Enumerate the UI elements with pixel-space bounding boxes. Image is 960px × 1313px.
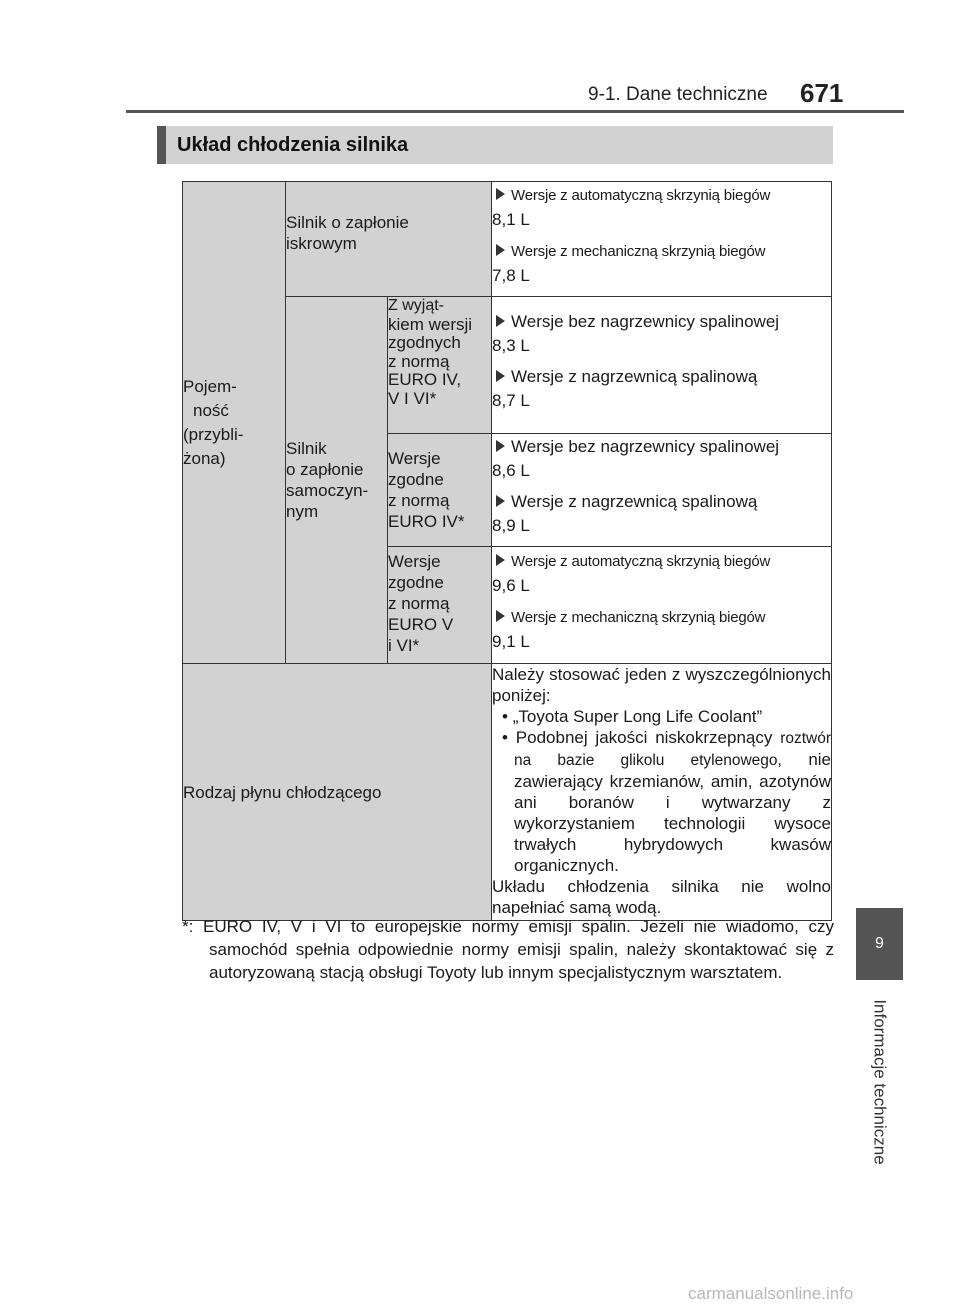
- coolant-type-description: [492, 664, 832, 921]
- header-section-title: 9-1. Dane techniczne: [588, 84, 768, 105]
- diesel-euro-iv-label: Wersje zgodne z normą EURO IV*: [388, 434, 492, 547]
- coolant-spec-table: [182, 181, 832, 921]
- petrol-values-cell: [492, 182, 832, 297]
- diesel-euro-except-label: Z wyjąt- kiem wersji zgodnych z normą EURO IV, V I VI*: [388, 297, 492, 434]
- diesel-euro-v-vi-values: [492, 547, 832, 664]
- arrow-right-icon: [496, 370, 505, 382]
- arrow-right-icon: [496, 495, 505, 507]
- section-header: [157, 126, 833, 164]
- capacity-label-cell: [183, 182, 286, 664]
- capacity-value: 9,1 L: [492, 632, 530, 651]
- option-row: Wersje z mechaniczną skrzynią biegów: [492, 240, 831, 262]
- diesel-engine-label: Silnik o zapłonie samoczyn- nym: [286, 297, 388, 664]
- arrow-right-icon: [496, 244, 505, 256]
- arrow-right-icon: [496, 188, 505, 200]
- chapter-tab-number: 9: [856, 908, 903, 980]
- option-row: Wersje z mechaniczną skrzynią biegów: [492, 606, 831, 628]
- capacity-value: 8,3 L: [492, 336, 530, 355]
- diesel-euro-v-vi-label: Wersje zgodne z normą EURO V i VI*: [388, 547, 492, 664]
- section-header-bar: [157, 126, 166, 164]
- arrow-right-icon: [496, 554, 505, 566]
- coolant-intro: Należy stosować jeden z wyszczególnionych poniżej:: [492, 665, 832, 705]
- option-row: Wersje z automatyczną skrzynią biegów: [492, 550, 831, 572]
- diesel-euro-except-values: [492, 297, 832, 434]
- capacity-label: Pojem- ność (przybli- żona): [183, 376, 244, 468]
- option-row: Wersje bez nagrzewnicy spalinowej: [492, 311, 831, 332]
- capacity-value: 9,6 L: [492, 576, 530, 595]
- coolant-closing: Układu chłodzenia silnika nie wolno napełniać samą wodą.: [492, 877, 832, 917]
- page-number: 671: [800, 78, 844, 108]
- capacity-value: 8,1 L: [492, 210, 530, 229]
- option-row: Wersje z nagrzewnicą spalinową: [492, 491, 831, 512]
- option-row: Wersje z automatyczną skrzynią biegów: [492, 184, 831, 206]
- petrol-engine-label: Silnik o zapłonie iskrowym: [286, 182, 492, 297]
- footnote: *: EURO IV, V i VI to europejskie normy emisji spalin. Jeżeli nie wiadomo, czy samochód spełnia odpowiednie normy emisji spalin, należy skontaktować się z autoryzowaną stacją obsługi Toyoty lub innym specjalistycznym warsztatem.: [182, 917, 834, 982]
- header-rule: [126, 110, 904, 113]
- capacity-value: 8,6 L: [492, 461, 530, 480]
- diesel-euro-iv-values: [492, 434, 832, 547]
- capacity-value: 7,8 L: [492, 266, 530, 285]
- chapter-tab-label: Informacje techniczne: [870, 999, 890, 1165]
- option-row: Wersje z nagrzewnicą spalinową: [492, 366, 831, 387]
- watermark: carmanualsonline.info: [688, 1284, 854, 1303]
- section-title: Układ chłodzenia silnika: [177, 134, 409, 156]
- coolant-type-label: Rodzaj płynu chłodzącego: [183, 664, 492, 921]
- coolant-bullet: • „Toyota Super Long Life Coolant”: [502, 707, 763, 726]
- arrow-right-icon: [496, 315, 505, 327]
- arrow-right-icon: [496, 440, 505, 452]
- coolant-bullet: • Podobnej jakości niskokrzepnący roztwór na bazie glikolu etylenowego, nie zawierający krzemianów, amin, azotynów ani boranów i wytwarzany z wykorzystaniem technologii wysoce trwałych hybrydowych kwasów organicznych.: [502, 728, 832, 875]
- capacity-value: 8,7 L: [492, 391, 530, 410]
- capacity-value: 8,9 L: [492, 516, 530, 535]
- option-row: Wersje bez nagrzewnicy spalinowej: [492, 436, 831, 457]
- arrow-right-icon: [496, 610, 505, 622]
